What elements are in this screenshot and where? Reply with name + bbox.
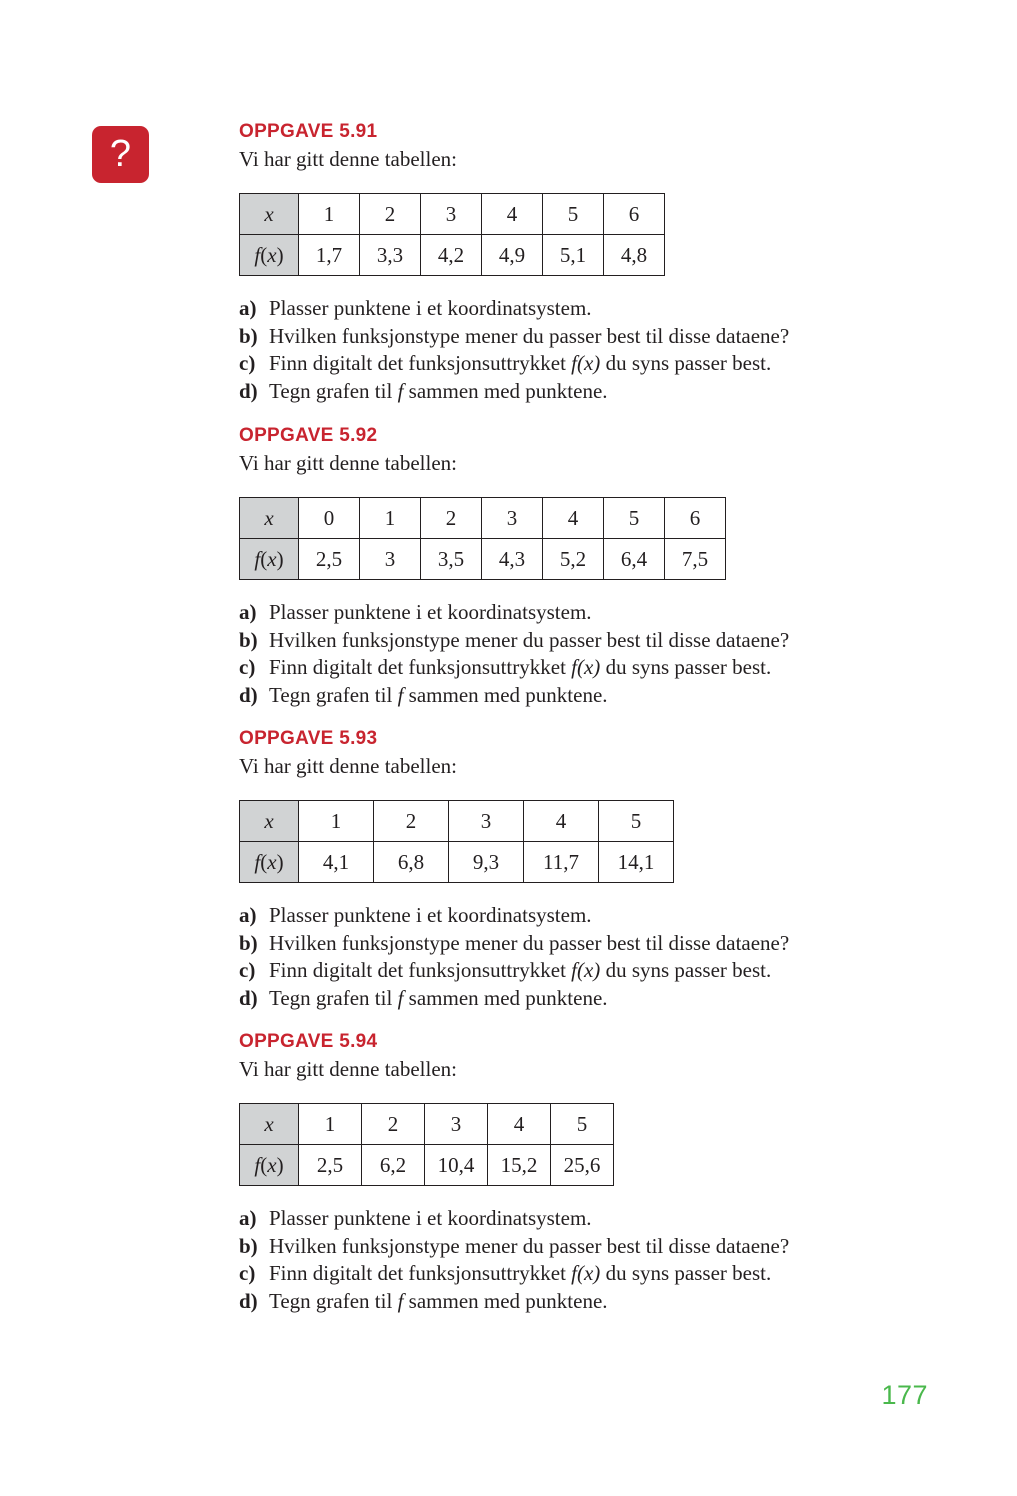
subquestion-label: c) [239,958,256,982]
paren-open: ( [260,546,268,571]
task-title: OPPGAVE 5.94 [239,1031,378,1052]
math-expression: f [397,378,404,403]
paren-close: ) [276,1152,284,1177]
subquestion-text: du syns passer best. [600,1261,772,1285]
row-header-x: x [240,801,299,842]
subquestion-text: Plasser punktene i et koordinatsystem. [269,1206,592,1230]
subquestion-text: Finn digitalt det funksjonsuttrykket [269,655,572,679]
x-value-cell: 5 [604,498,665,539]
subquestion [239,599,879,627]
subquestion-list [239,1205,879,1315]
table-row-x [240,498,726,539]
subquestion [239,654,879,682]
subquestion [239,682,879,710]
subquestion-list [239,902,879,1012]
x-value-cell: 4 [524,801,599,842]
task-intro: Vi har gitt denne tabellen: [239,1057,457,1081]
subquestion-text: Finn digitalt det funksjonsuttrykket [269,1261,572,1285]
task-title: OPPGAVE 5.92 [239,425,378,446]
subquestion [239,323,879,351]
table-row-fx [240,1145,614,1186]
fx-value-cell: 2,5 [299,1145,362,1186]
row-header-fx [240,842,299,883]
paren-open: ( [260,849,268,874]
subquestion [239,378,879,406]
subquestion-label: a) [239,600,257,624]
x-value-cell: 1 [299,1104,362,1145]
subquestion [239,1288,879,1316]
x-value-cell: 1 [299,801,374,842]
subquestion [239,1260,879,1288]
subquestion-text: du syns passer best. [600,958,772,982]
fx-value-cell: 3 [360,539,421,580]
task-5-91 [239,120,879,405]
subquestion-label: c) [239,1261,256,1285]
subquestion-label: a) [239,1206,257,1230]
row-header-fx [240,1145,299,1186]
subquestion-text: Tegn grafen til [269,682,398,707]
question-mark-icon: ? [92,126,149,183]
fx-value-cell: 2,5 [299,539,360,580]
math-expression: f(x) [571,1261,601,1285]
fx-value-cell: 5,2 [543,539,604,580]
subquestion-label: a) [239,296,257,320]
paren-open: ( [260,242,268,267]
x-value-cell: 2 [374,801,449,842]
subquestion-text: Plasser punktene i et koordinatsystem. [269,296,592,320]
task-intro: Vi har gitt denne tabellen: [239,147,457,171]
subquestion-text: Tegn grafen til [269,985,398,1010]
x-value-cell: 2 [362,1104,425,1145]
fx-value-cell: 6,4 [604,539,665,580]
task-title: OPPGAVE 5.91 [239,121,378,142]
function-variable: x [267,242,277,267]
table-row-x [240,801,674,842]
task-5-92 [239,424,879,709]
subquestion [239,930,879,958]
fx-value-cell: 11,7 [524,842,599,883]
fx-value-cell: 5,1 [543,235,604,276]
table-row-x [240,1104,614,1145]
subquestion [239,957,879,985]
subquestion-list [239,599,879,709]
subquestion-text: Finn digitalt det funksjonsuttrykket [269,351,572,375]
row-header-x: x [240,194,299,235]
task-title: OPPGAVE 5.93 [239,728,378,749]
math-expression: f(x) [571,958,601,982]
math-expression: f [397,1288,404,1313]
fx-value-cell: 9,3 [449,842,524,883]
subquestion-text: Plasser punktene i et koordinatsystem. [269,903,592,927]
subquestion-text: Tegn grafen til [269,378,398,403]
subquestion [239,985,879,1013]
subquestion-text: du syns passer best. [600,655,772,679]
fx-value-cell: 4,2 [421,235,482,276]
subquestion-text: Tegn grafen til [269,1288,398,1313]
x-value-cell: 2 [421,498,482,539]
fx-value-cell: 1,7 [299,235,360,276]
subquestion-text: Hvilken funksjonstype mener du passer best til disse dataene? [269,1233,790,1258]
math-expression: f [397,985,404,1010]
fx-value-cell: 6,8 [374,842,449,883]
row-header-fx [240,539,299,580]
x-value-cell: 3 [425,1104,488,1145]
subquestion [239,350,879,378]
value-table [239,193,665,276]
x-value-cell: 5 [543,194,604,235]
function-variable: x [267,1152,277,1177]
x-value-cell: 4 [543,498,604,539]
subquestion-text: sammen med punktene. [403,1288,608,1313]
subquestion-label: d) [239,378,258,403]
math-expression: f(x) [571,351,601,375]
math-expression: f(x) [571,655,601,679]
function-variable: x [267,546,277,571]
x-value-cell: 6 [604,194,665,235]
fx-value-cell: 3,5 [421,539,482,580]
fx-value-cell: 15,2 [488,1145,551,1186]
subquestion-text: sammen med punktene. [403,682,608,707]
subquestion [239,627,879,655]
fx-value-cell: 4,9 [482,235,543,276]
subquestion-label: d) [239,985,258,1010]
subquestion-label: c) [239,351,256,375]
x-value-cell: 5 [599,801,674,842]
fx-value-cell: 25,6 [551,1145,614,1186]
subquestion-text: Finn digitalt det funksjonsuttrykket [269,958,572,982]
subquestion-label: b) [239,627,258,652]
x-value-cell: 3 [421,194,482,235]
subquestion-label: c) [239,655,256,679]
fx-value-cell: 6,2 [362,1145,425,1186]
subquestion-text: sammen med punktene. [403,985,608,1010]
task-5-93 [239,727,879,1012]
row-header-x: x [240,1104,299,1145]
paren-close: ) [276,242,284,267]
table-row-fx [240,842,674,883]
row-header-x: x [240,498,299,539]
subquestion-label: b) [239,1233,258,1258]
subquestion-text: sammen med punktene. [403,378,608,403]
subquestion [239,902,879,930]
page-number: 177 [881,1380,928,1410]
fx-value-cell: 4,3 [482,539,543,580]
fx-value-cell: 14,1 [599,842,674,883]
subquestion-label: d) [239,682,258,707]
fx-value-cell: 4,8 [604,235,665,276]
subquestion-text: Hvilken funksjonstype mener du passer best til disse dataene? [269,323,790,348]
x-value-cell: 4 [482,194,543,235]
x-value-cell: 1 [299,194,360,235]
paren-open: ( [260,1152,268,1177]
table-row-fx [240,539,726,580]
x-value-cell: 0 [299,498,360,539]
function-name: f [254,242,261,267]
math-expression: f [397,682,404,707]
paren-close: ) [276,546,284,571]
function-name: f [254,546,261,571]
subquestion [239,1205,879,1233]
value-table [239,1103,614,1186]
value-table [239,800,674,883]
subquestion [239,1233,879,1261]
row-header-fx [240,235,299,276]
x-value-cell: 2 [360,194,421,235]
table-row-x [240,194,665,235]
subquestion-label: d) [239,1288,258,1313]
value-table [239,497,726,580]
subquestion-text: Hvilken funksjonstype mener du passer best til disse dataene? [269,930,790,955]
table-row-fx [240,235,665,276]
fx-value-cell: 3,3 [360,235,421,276]
subquestion-label: b) [239,323,258,348]
subquestion-label: a) [239,903,257,927]
subquestion-text: du syns passer best. [600,351,772,375]
task-5-94 [239,1030,879,1315]
fx-value-cell: 10,4 [425,1145,488,1186]
subquestion-text: Hvilken funksjonstype mener du passer best til disse dataene? [269,627,790,652]
x-value-cell: 1 [360,498,421,539]
function-variable: x [267,849,277,874]
x-value-cell: 6 [665,498,726,539]
x-value-cell: 5 [551,1104,614,1145]
function-name: f [254,1152,261,1177]
fx-value-cell: 7,5 [665,539,726,580]
task-intro: Vi har gitt denne tabellen: [239,754,457,778]
task-intro: Vi har gitt denne tabellen: [239,451,457,475]
function-name: f [254,849,261,874]
x-value-cell: 4 [488,1104,551,1145]
subquestion-text: Plasser punktene i et koordinatsystem. [269,600,592,624]
x-value-cell: 3 [449,801,524,842]
subquestion-label: b) [239,930,258,955]
subquestion-list [239,295,879,405]
fx-value-cell: 4,1 [299,842,374,883]
paren-close: ) [276,849,284,874]
subquestion [239,295,879,323]
x-value-cell: 3 [482,498,543,539]
